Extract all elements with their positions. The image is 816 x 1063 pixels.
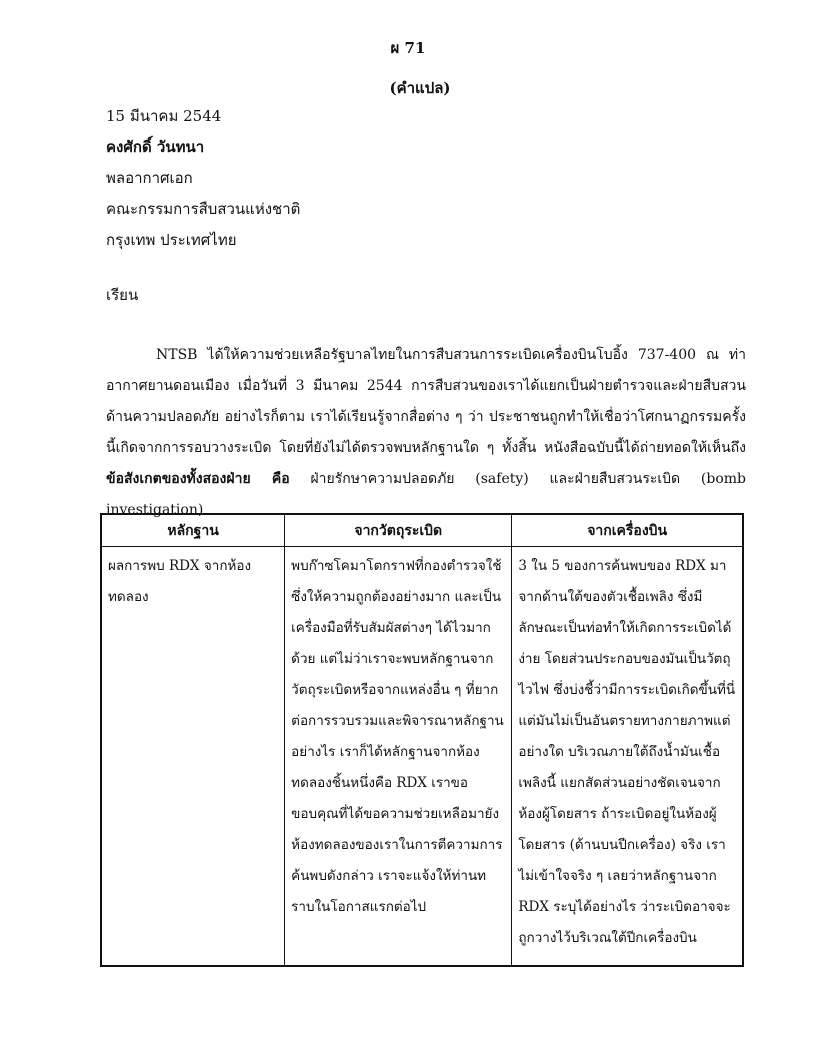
body-emphasis: ข้อสังเกตของทั้งสองฝ่าย คือ bbox=[106, 471, 290, 487]
evidence-table bbox=[100, 513, 744, 967]
body-text: NTSB ได้ให้ความช่วยเหลือรัฐบาลไทยในการสืบสวนการระเบิดเครื่องบินโบอิ้ง 737-400 ณ ท่าอากาศยานดอนเมือง เมื่อวันที่ 3 มีนาคม 2544 การสืบสวนของเราได้แยกเป็นฝ่ายตำรวจและฝ่ายสืบสวนด้านความปลอดภัย อย่างไรก็ตาม เราได้เรียนรู้จากสื่อต่าง ๆ ว่า ประชาชนถูกทำให้เชื่อว่าโศกนาฏกรรมครั้งนี้เกิดจากการรอบวางระเบิด โดยที่ยังไม่ได้ตรวจพบหลักฐานใด ๆ ทั้งสิ้น หนังสือฉบับนี้ได้ถ่ายทอดให้เห็นถึง bbox=[106, 347, 746, 456]
document-subtitle: (คำแปล) bbox=[389, 79, 451, 97]
table-cell-evidence: ผลการพบ RDX จากห้องทดลอง bbox=[101, 547, 285, 967]
letter-date: 15 มีนาคม 2544 bbox=[106, 107, 222, 125]
table-header-evidence: หลักฐาน bbox=[101, 514, 285, 547]
table-header-row bbox=[101, 514, 743, 547]
body-tail: ฝ่ายรักษาความปลอดภัย (safety) และฝ่ายสืบสวนระเบิด (bomb investigation) bbox=[106, 471, 747, 518]
body-paragraph bbox=[106, 340, 746, 526]
page-number: ผ 71 bbox=[390, 39, 426, 57]
sender-committee: คณะกรรมการสืบสวนแห่งชาติ bbox=[106, 200, 301, 218]
salutation: เรียน bbox=[106, 286, 139, 304]
sender-rank: พลอากาศเอก bbox=[106, 169, 193, 187]
sender-name: คงศักดิ์ วันทนา bbox=[106, 138, 205, 156]
table-row bbox=[101, 547, 743, 967]
letter-header bbox=[106, 102, 300, 257]
sender-location: กรุงเทพ ประเทศไทย bbox=[106, 231, 237, 249]
table-cell-aircraft: 3 ใน 5 ของการค้นพบของ RDX มาจากด้านใต้ของตัวเชื้อเพลิง ซึ่งมีลักษณะเป็นท่อทำให้เกิดการระเบิดได้ง่าย โดยส่วนประกอบของมันเป็นวัตถุไวไฟ ซึ่งบ่งชี้ว่ามีการระเบิดเกิดขึ้นที่นี่ แต่มันไม่เป็นอันตรายทางกายภาพแต่อย่างใด บริเวณภายใต้ถึงน้ำมันเชื้อเพลิงนี้ แยกสัดส่วนอย่างชัดเจนจากห้องผู้โดยสาร ถ้าระเบิดอยู่ในห้องผู้โดยสาร (ด้านบนปีกเครื่อง) จริง เราไม่เข้าใจจริง ๆ เลยว่าหลักฐานจาก RDX ระบุได้อย่างไร ว่าระเบิดอาจจะถูกวางไว้บริเวณใต้ปีกเครื่องบิน bbox=[512, 547, 743, 967]
table-cell-explosive: พบก๊าซโคมาโตกราฟที่กองตำรวจใช้ ซึ่งให้ความถูกต้องอย่างมาก และเป็นเครื่องมือที่รับสัมผัสต่างๆ ได้ไวมากด้วย แต่ไม่ว่าเราจะพบหลักฐานจากวัตถุระเบิดหรือจากแหล่งอื่น ๆ ที่ยากต่อการรวบรวมและพิจารณาหลักฐานอย่างไร เราก็ได้หลักฐานจากห้องทดลองชิ้นหนึ่งคือ RDX เราขอขอบคุณที่ได้ขอความช่วยเหลือมายังห้องทดลองของเราในการตีความการค้นพบดังกล่าว เราจะแจ้งให้ท่านทราบในโอกาสแรกต่อไป bbox=[285, 547, 512, 967]
table-header-aircraft: จากเครื่องบิน bbox=[512, 514, 743, 547]
table-header-explosive: จากวัตถุระเบิด bbox=[285, 514, 512, 547]
